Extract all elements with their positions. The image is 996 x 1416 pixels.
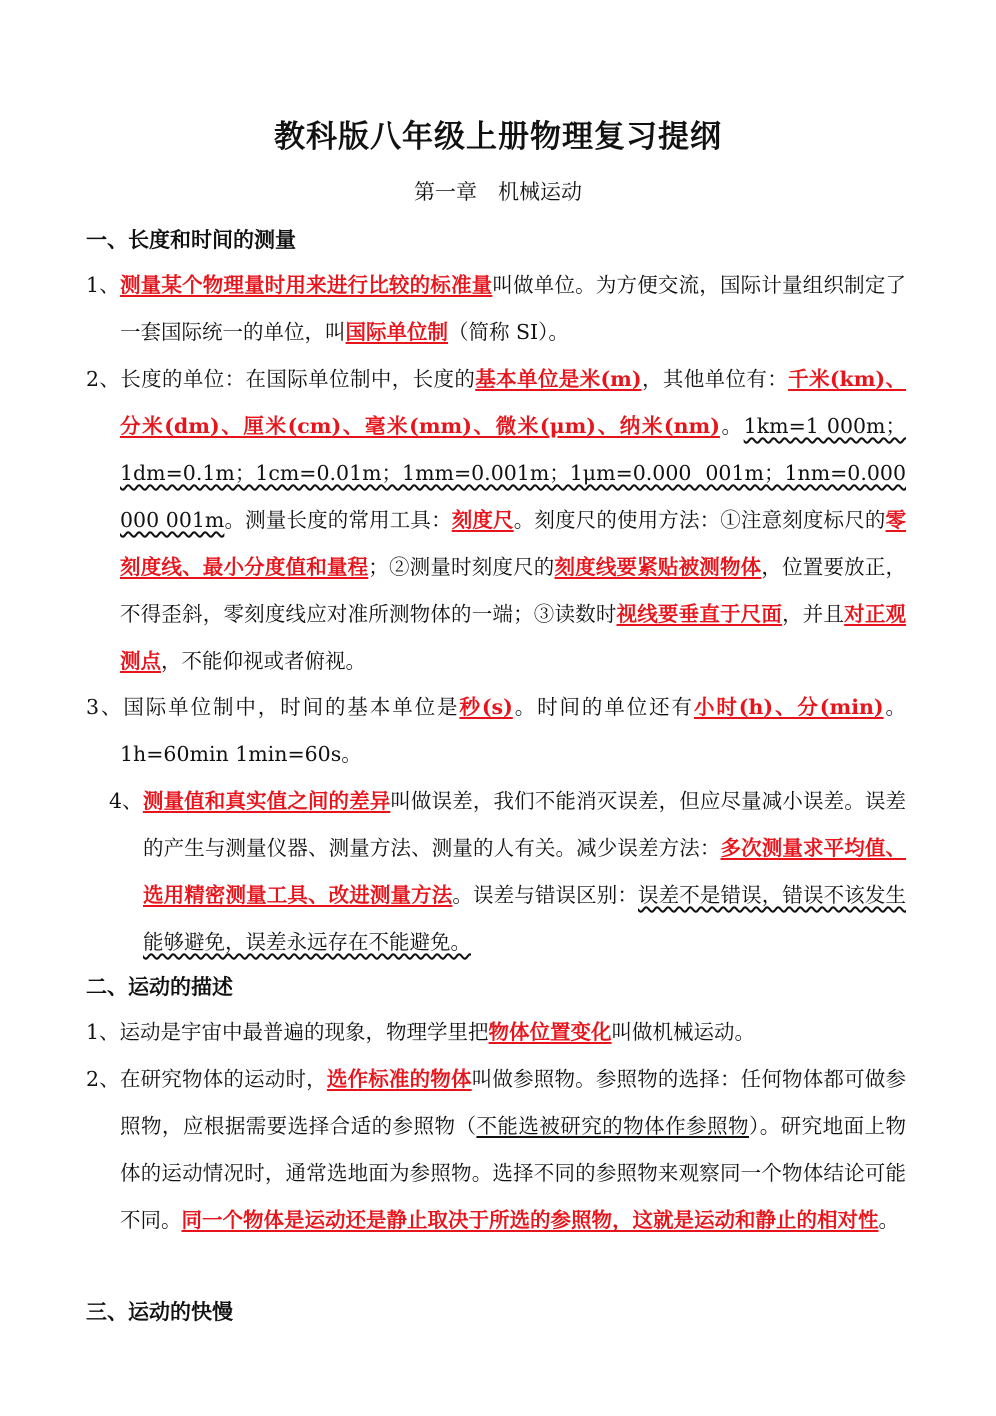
body-text: ，不能仰视或者俯视。: [161, 649, 366, 673]
body-text: 叫做机械运动。: [611, 1020, 756, 1044]
key-term: 刻度尺: [451, 508, 514, 532]
body-text: ；②测量时刻度尺的: [368, 555, 555, 579]
paragraph-mechanical-motion: [86, 1009, 906, 1056]
paragraph-reference-object: [86, 1056, 907, 1244]
body-text: ，其他单位有：: [641, 367, 789, 391]
key-term: 基本单位是米(m): [475, 367, 642, 391]
key-term: 选作标准的物体: [326, 1067, 472, 1091]
body-text: 。测量长度的常用工具：: [224, 508, 452, 532]
body-text: 1、运动是宇宙中最普遍的现象，物理学里把: [86, 1020, 489, 1044]
underlined-text: 误差不是错误，错误不该发生能够避免，误差永远存在不能避免。: [143, 883, 906, 954]
key-term: 零刻度线、最小分度值和量程: [120, 508, 907, 579]
body-text: 1、: [86, 273, 120, 297]
paragraph-unit-definition: [86, 262, 907, 356]
paragraph-length-units: [86, 356, 907, 685]
body-text: 。时间的单位还有: [512, 695, 694, 719]
body-text: 叫做单位。为方便交流，国际计量组织制定了一套国际统一的单位，叫: [120, 273, 907, 344]
section-heading-length-time: 一、长度和时间的测量: [86, 228, 296, 252]
document-title: 教科版八年级上册物理复习提纲: [274, 119, 722, 155]
body-text: 。1h=60min 1min=60s。: [120, 695, 906, 766]
body-text: （简称 SI）。: [448, 320, 569, 344]
body-text: 叫做参照物。参照物的选择：任何物体都可做参照物，应根据需要选择合适的参照物（: [120, 1067, 907, 1138]
underlined-text: 不能选被研究的物体作参照物: [476, 1114, 749, 1138]
key-term: 秒(s): [459, 695, 513, 719]
key-term: 视线要垂直于尺面: [616, 602, 783, 626]
body-text: 。: [719, 414, 744, 438]
key-term: 刻度线要紧贴被测物体: [554, 555, 762, 579]
body-text: 2、在研究物体的运动时，: [86, 1067, 327, 1091]
key-term: 物体位置变化: [488, 1020, 612, 1044]
body-text: 2、长度的单位：在国际单位制中，长度的: [86, 367, 476, 391]
body-text: ，位置要放正，不得歪斜，零刻度线应对准所测物体的一端；③读数时: [120, 555, 907, 626]
chapter-heading: 第一章 机械运动: [414, 180, 582, 204]
section-heading-speed: 三、运动的快慢: [86, 1300, 233, 1324]
key-term: 同一个物体是运动还是静止取决于所选的参照物，这就是运动和静止的相对性: [181, 1208, 879, 1232]
key-term: 测量某个物理量时用来进行比较的标准量: [119, 273, 493, 297]
key-term: 测量值和真实值之间的差异: [142, 789, 391, 813]
key-term: 多次测量求平均值、选用精密测量工具、改进测量方法: [143, 836, 906, 907]
body-text: 4、: [109, 789, 143, 813]
key-term: 小时(h)、分(min): [693, 695, 884, 719]
body-text: 。: [878, 1208, 899, 1232]
paragraph-error: [109, 778, 907, 966]
body-text: 叫做误差，我们不能消灭误差，但应尽量减小误差。误差的产生与测量仪器、测量方法、测量的人有关。减少误差方法：: [143, 789, 907, 860]
body-text: 3、国际单位制中，时间的基本单位是: [86, 695, 460, 719]
body-text: ）。研究地面上物体的运动情况时，通常选地面为参照物。选择不同的参照物来观察同一个物体结论可能不同。: [120, 1114, 907, 1232]
body-text: ，并且: [782, 602, 845, 626]
key-term: 千米(km)、分米(dm)、厘米(cm)、毫米(mm)、微米(μm)、纳米(nm): [120, 367, 907, 438]
paragraph-time-units: [86, 684, 906, 778]
key-term: 国际单位制: [345, 320, 448, 344]
underlined-text: 1km=1 000m；1dm=0.1m；1cm=0.01m；1mm=0.001m；1μm=0.000 001m；1nm=0.000 000 001m: [120, 414, 906, 532]
key-term: 对正观测点: [120, 602, 907, 673]
section-heading-motion-description: 二、运动的描述: [86, 975, 233, 999]
body-text: 。误差与错误区别：: [452, 883, 638, 907]
body-text: 。刻度尺的使用方法：①注意刻度标尺的: [513, 508, 886, 532]
